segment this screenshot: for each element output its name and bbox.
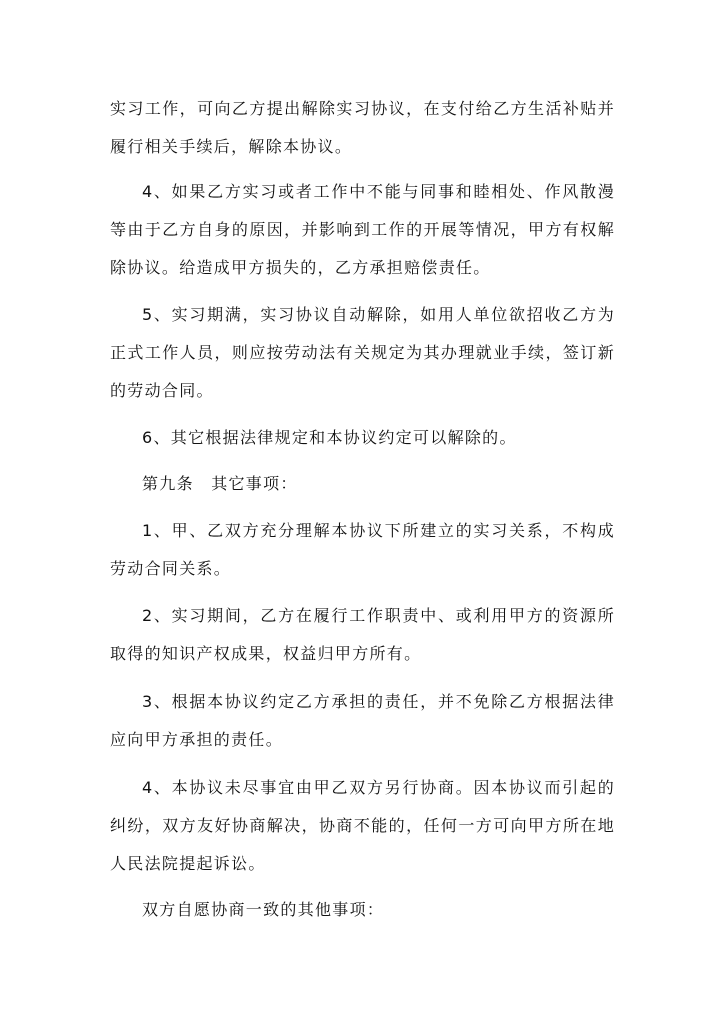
paragraph-other-matters: 双方自愿协商一致的其他事项：	[142, 900, 385, 919]
paragraph-clause-6-other: 6、其它根据法律规定和本协议约定可以解除的。	[142, 428, 517, 447]
paragraph-termination-continued: 实习工作，可向乙方提出解除实习协议，在支付给乙方生活补贴并履行相关手续后，解除本协议。	[110, 99, 615, 156]
paragraph-item-3-liability: 3、根据本协议约定乙方承担的责任，并不免除乙方根据法律应向甲方承担的责任。	[110, 692, 615, 749]
paragraph-clause-4-misconduct: 4、如果乙方实习或者工作中不能与同事和睦相处、作风散漫等由于乙方自身的原因，并影响到工作的开展等情况，甲方有权解除协议。给造成甲方损失的，乙方承担赔偿责任。	[110, 182, 615, 277]
paragraph-clause-5-expiry: 5、实习期满，实习协议自动解除，如用人单位欲招收乙方为正式工作人员，则应按劳动法有关规定为其办理就业手续，签订新的劳动合同。	[110, 305, 615, 400]
paragraph-item-4-disputes: 4、本协议未尽事宜由甲乙双方另行协商。因本协议而引起的纠纷，双方友好协商解决，协商不能的，任何一方可向甲方所在地人民法院提起诉讼。	[110, 778, 615, 873]
paragraph-item-2-ip-rights: 2、实习期间，乙方在履行工作职责中、或利用甲方的资源所取得的知识产权成果，权益归甲方所有。	[110, 606, 615, 663]
section-heading-article-9: 第九条 其它事项：	[142, 474, 298, 493]
paragraph-item-1-relationship: 1、甲、乙双方充分理解本协议下所建立的实习关系，不构成劳动合同关系。	[110, 521, 615, 578]
